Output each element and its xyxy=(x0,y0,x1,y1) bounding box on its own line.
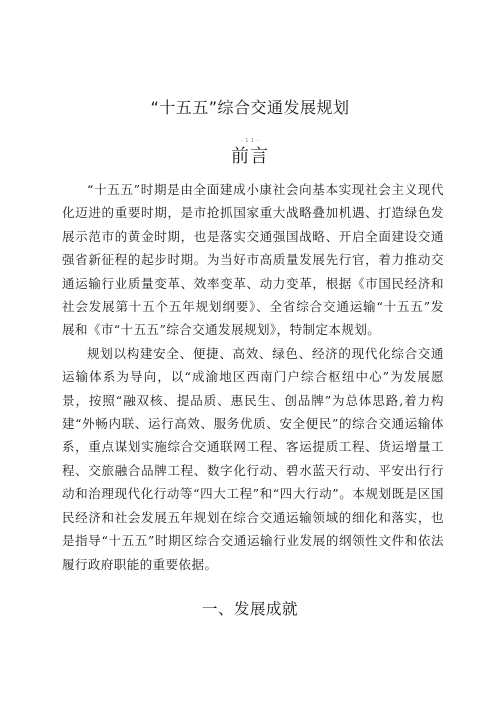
preface-header xyxy=(0,138,500,169)
paragraph-1: “十五五”时期是由全面建成小康社会向基本实现社会主义现代化迈进的重要时期，是市抢抓国家重大战略叠加机遇、打造绿色发展示范市的黄金时期，也是落实交通强国战略、开启全面建设交通强省新征程的起步时期。为当好市高质量发展先行官，着力推动交通运输行业质量变革、效率变革、动力变革，根据《市国民经济和社会发展第十五个五年规划纲要》、全省综合交通运输“十五五”发展和《市“十五五”综合交通发展规划》，特制定本规划。 xyxy=(62,182,444,338)
preface-heading: 前言 xyxy=(231,146,269,167)
paragraph-2: 规划以构建安全、便捷、高效、绿色、经济的现代化综合交通运输体系为导向，以“成渝地区西南门户综合枢纽中心”为发展愿景，按照“融双核、提品质、惠民生、创品牌”为总体思路,着力构建“外畅内联、运行高效、服务优质、安全便民”的综合交通运输体系，重点谋划实施综合交通联网工程、客运提质工程、货运增量工程、交旅融合品牌工程、数字化行动、碧水蓝天行动、平安出行行动和治理现代化行动等“四大工程”和“四大行动”。本规划既是区国民经济和社会发展五年规划在综合交通运输领域的细化和落实，也是指导“十五五”时期区综合交通运输行业发展的纲领性文件和依法履行政府职能的重要依据。 xyxy=(62,345,444,572)
section-heading: 一、发展成就 xyxy=(201,600,298,618)
preface-mark: - 1 1 - xyxy=(240,138,260,144)
body-text xyxy=(62,178,444,576)
document-title: “十五五”综合交通发展规划 xyxy=(150,98,350,117)
